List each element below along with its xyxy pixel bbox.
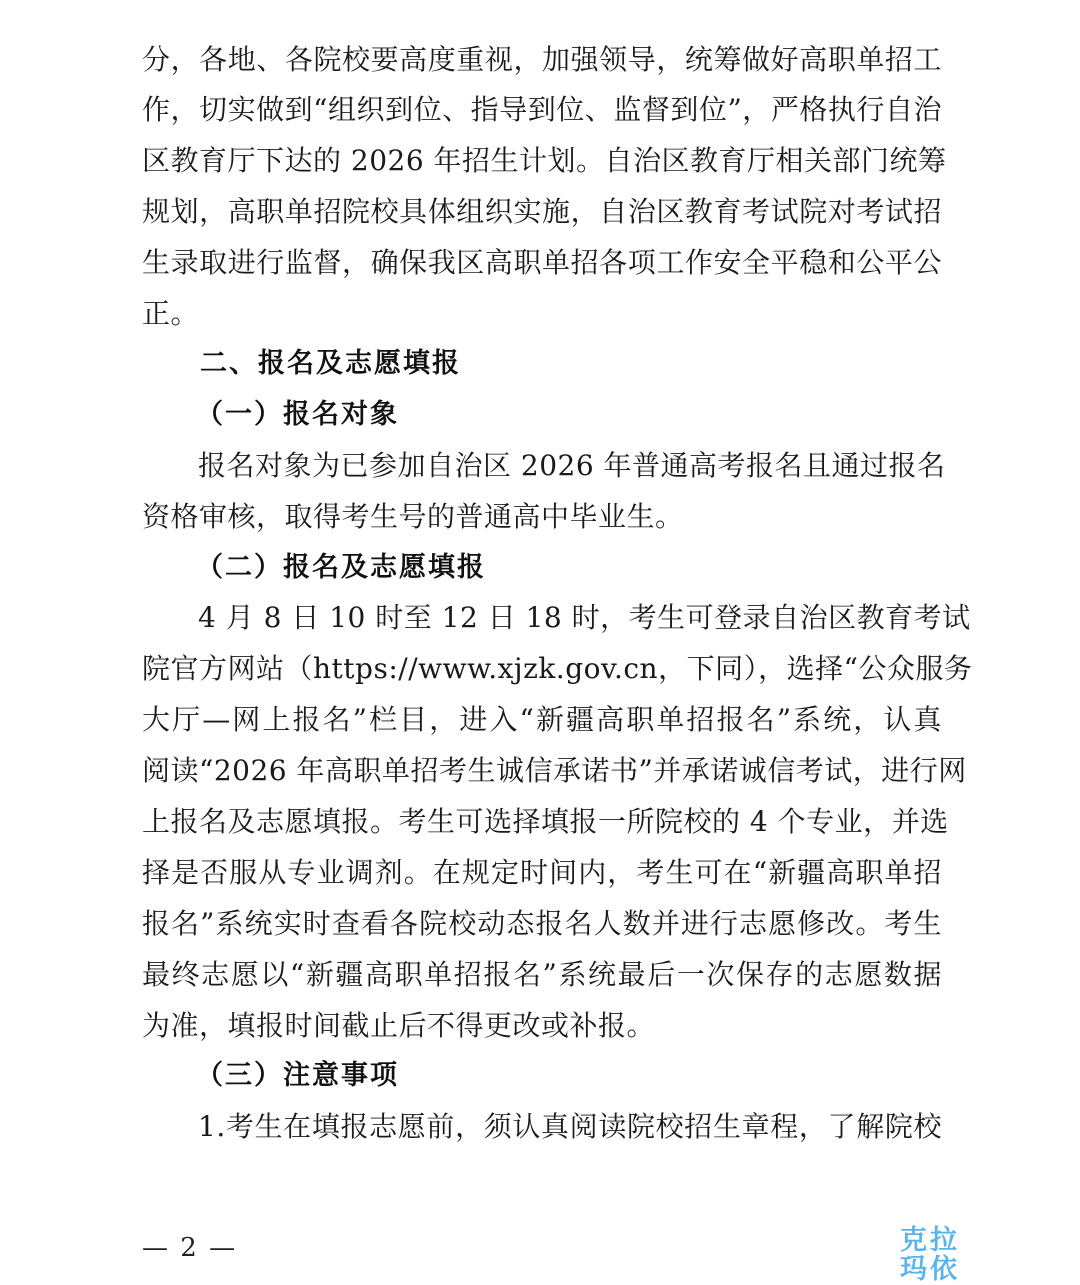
paragraph-line: 大厅—网上报名”栏目，进入“新疆高职单招报名”系统，认真 bbox=[142, 703, 942, 736]
paragraph-line: 报名”系统实时查看各院校动态报名人数并进行志愿修改。考生 bbox=[142, 907, 942, 940]
paragraph-line: 1.考生在填报志愿前，须认真阅读院校招生章程，了解院校 bbox=[198, 1110, 942, 1143]
watermark-line: 玛依 bbox=[900, 1254, 960, 1285]
paragraph-line: 区教育厅下达的 2026 年招生计划。自治区教育厅相关部门统筹 bbox=[142, 144, 947, 177]
subsection-heading: （二）报名及志愿填报 bbox=[196, 552, 486, 583]
paragraph-line: 择是否服从专业调剂。在规定时间内，考生可在“新疆高职单招 bbox=[142, 856, 942, 889]
paragraph-line: 院官方网站（https://www.xjzk.gov.cn，下同），选择“公众服务 bbox=[142, 652, 973, 685]
section-heading: 二、报名及志愿填报 bbox=[200, 348, 461, 379]
page-number: — 2 — bbox=[142, 1233, 238, 1263]
subsection-heading: （三）注意事项 bbox=[196, 1060, 399, 1091]
paragraph-line: 作，切实做到“组织到位、指导到位、监督到位”，严格执行自治 bbox=[142, 93, 942, 126]
subsection-heading: （一）报名对象 bbox=[196, 399, 399, 430]
watermark-logo bbox=[900, 1226, 972, 1284]
paragraph-line: 正。 bbox=[142, 297, 200, 330]
paragraph-line: 为准，填报时间截止后不得更改或补报。 bbox=[142, 1009, 656, 1042]
watermark-line: 克拉 bbox=[900, 1225, 960, 1256]
paragraph-line: 阅读“2026 年高职单招考生诚信承诺书”并承诺诚信考试，进行网 bbox=[142, 754, 967, 787]
paragraph-line: 报名对象为已参加自治区 2026 年普通高考报名且通过报名 bbox=[198, 449, 946, 482]
paragraph-line: 资格审核，取得考生号的普通高中毕业生。 bbox=[142, 500, 684, 533]
paragraph-line: 上报名及志愿填报。考生可选择填报一所院校的 4 个专业，并选 bbox=[142, 805, 949, 838]
paragraph-line: 4 月 8 日 10 时至 12 日 18 时，考生可登录自治区教育考试 bbox=[198, 601, 971, 634]
paragraph-line: 最终志愿以“新疆高职单招报名”系统最后一次保存的志愿数据 bbox=[142, 958, 942, 991]
paragraph-line: 分，各地、各院校要高度重视，加强领导，统筹做好高职单招工 bbox=[142, 43, 942, 76]
paragraph-line: 生录取进行监督，确保我区高职单招各项工作安全平稳和公平公 bbox=[142, 246, 942, 279]
paragraph-line: 规划，高职单招院校具体组织实施，自治区教育考试院对考试招 bbox=[142, 195, 942, 228]
